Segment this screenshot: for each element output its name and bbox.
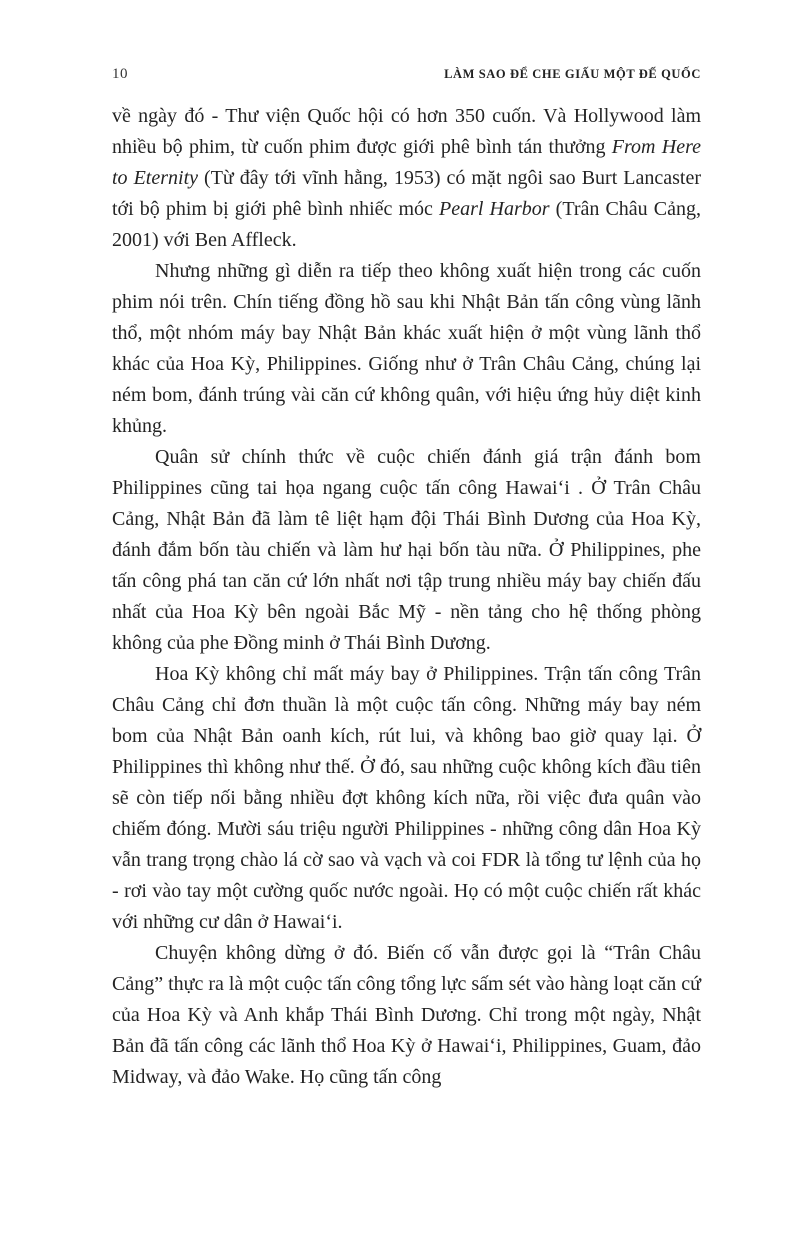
text-run: Hoa Kỳ không chỉ mất máy bay ở Philippines. Trận tấn công Trân Châu Cảng chỉ đơn thuần là một cuộc tấn công. Những máy bay ném bom của Nhật Bản oanh kích, rút lui, và không bao giờ quay lại. Ở Philippines thì không như thế. Ở đó, sau những cuộc không kích đầu tiên sẽ còn tiếp nối bằng nhiều đợt không kích nữa, rồi việc đưa quân vào chiếm đóng. Mười sáu triệu người Philippines - những công dân Hoa Kỳ vẫn trang trọng chào lá cờ sao và vạch và coi FDR là tổng tư lệnh của họ - rơi vào tay một cường quốc nước ngoài. Họ có một cuộc chiến rất khác với những cư dân ở Hawaiʻi. <box>112 663 701 933</box>
paragraph <box>112 442 701 659</box>
paragraph <box>112 659 701 938</box>
running-title: LÀM SAO ĐỂ CHE GIẤU MỘT ĐẾ QUỐC <box>444 67 701 81</box>
page-number: 10 <box>112 66 128 82</box>
paragraph <box>112 101 701 256</box>
text-run: về ngày đó - Thư viện Quốc hội có hơn 350 cuốn. Và Hollywood làm nhiều bộ phim, từ cuốn phim được giới phê bình tán thưởng <box>112 105 701 158</box>
page-body <box>112 101 701 1093</box>
text-run: Chuyện không dừng ở đó. Biến cố vẫn được gọi là “Trân Châu Cảng” thực ra là một cuộc tấn công tổng lực sấm sét vào hàng loạt căn cứ của Hoa Kỳ và Anh khắp Thái Bình Dương. Chỉ trong một ngày, Nhật Bản đã tấn công các lãnh thổ Hoa Kỳ ở Hawaiʻi, Philippines, Guam, đảo Midway, và đảo Wake. Họ cũng tấn công <box>112 942 701 1088</box>
italic-text-run: Pearl Harbor <box>439 198 550 220</box>
paragraph <box>112 938 701 1093</box>
text-run: (Từ đây tới vĩnh hằng, 1953) có mặt ngôi sao Burt Lancaster tới bộ phim bị giới phê bình nhiếc móc <box>112 167 702 220</box>
text-run: Nhưng những gì diễn ra tiếp theo không xuất hiện trong các cuốn phim nói trên. Chín tiếng đồng hồ sau khi Nhật Bản tấn công vùng lãnh thổ, một nhóm máy bay Nhật Bản khác xuất hiện ở một vùng lãnh thổ khác của Hoa Kỳ, Philippines. Giống như ở Trân Châu Cảng, chúng lại ném bom, đánh trúng vài căn cứ không quân, với hiệu ứng hủy diệt kinh khủng. <box>112 260 701 437</box>
text-run: (Trân Châu Cảng, 2001) với Ben Affleck. <box>112 198 701 251</box>
paragraph <box>112 256 701 442</box>
page-header <box>112 66 701 83</box>
text-run: Quân sử chính thức về cuộc chiến đánh giá trận đánh bom Philippines cũng tai họa ngang cuộc tấn công Hawaiʻi . Ở Trân Châu Cảng, Nhật Bản đã làm tê liệt hạm đội Thái Bình Dương của Hoa Kỳ, đánh đắm bốn tàu chiến và làm hư hại bốn tàu nữa. Ở Philippines, phe tấn công phá tan căn cứ lớn nhất nơi tập trung nhiều máy bay chiến đấu nhất của Hoa Kỳ bên ngoài Bắc Mỹ - nền tảng cho hệ thống phòng không của phe Đồng minh ở Thái Bình Dương. <box>112 446 701 654</box>
italic-text-run: From Here to Eternity <box>112 136 701 189</box>
